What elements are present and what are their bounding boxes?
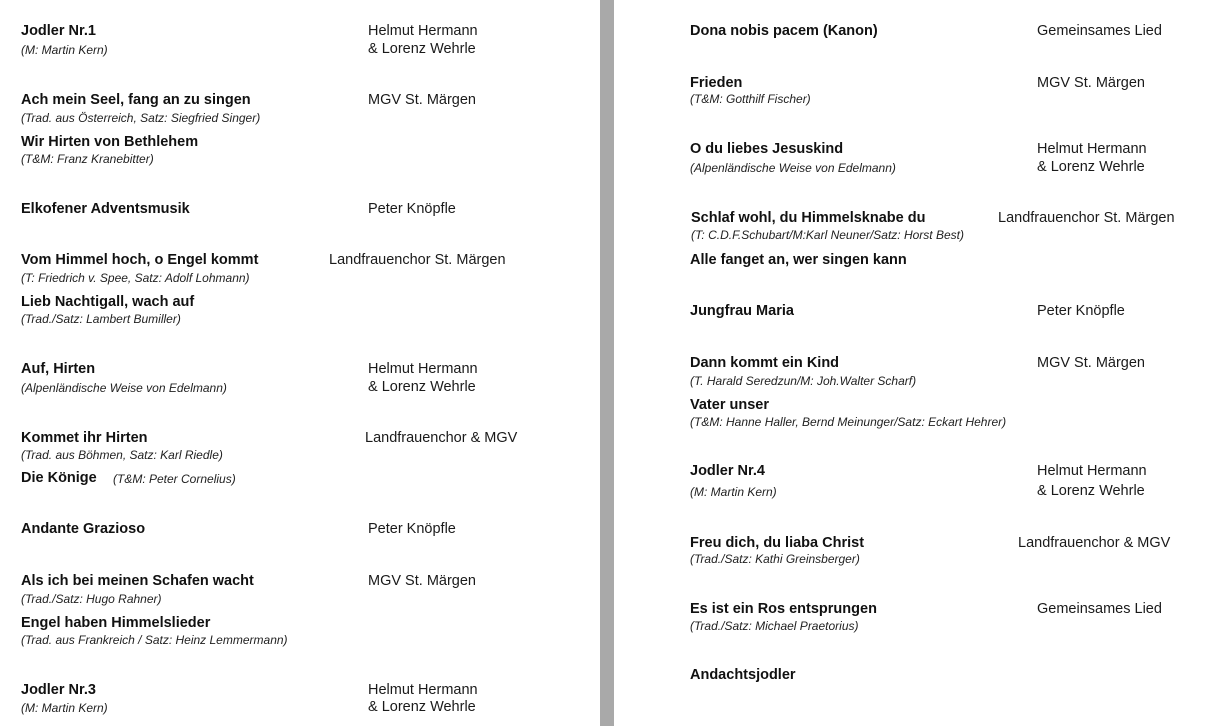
song-credit: (Trad. aus Böhmen, Satz: Karl Riedle) (21, 448, 223, 462)
song-credit: (M: Martin Kern) (21, 701, 108, 715)
song-title: Kommet ihr Hirten (21, 430, 148, 446)
song-title: Engel haben Himmelslieder (21, 615, 211, 631)
performer: & Lorenz Wehrle (368, 41, 476, 57)
song-title: Jodler Nr.3 (21, 682, 96, 698)
song-credit: (T: Friedrich v. Spee, Satz: Adolf Lohmann) (21, 271, 250, 285)
song-title: Alle fanget an, wer singen kann (690, 252, 907, 268)
song-title: Schlaf wohl, du Himmelsknabe du (691, 210, 926, 226)
song-title: Vater unser (690, 397, 769, 413)
song-title: Lieb Nachtigall, wach auf (21, 294, 195, 310)
performer: Landfrauenchor & MGV (365, 430, 518, 446)
performer: Landfrauenchor St. Märgen (329, 252, 506, 268)
performer: Landfrauenchor St. Märgen (998, 210, 1175, 226)
performer: Peter Knöpfle (368, 521, 456, 537)
song-title: Jungfrau Maria (690, 303, 794, 319)
song-credit: (Trad./Satz: Kathi Greinsberger) (690, 552, 860, 566)
performer: Gemeinsames Lied (1037, 601, 1162, 617)
performer: & Lorenz Wehrle (1037, 483, 1145, 499)
performer: Peter Knöpfle (368, 201, 456, 217)
performer: Helmut Hermann (1037, 141, 1147, 157)
song-title: Freu dich, du liaba Christ (690, 535, 865, 551)
left-page (0, 0, 600, 726)
performer: MGV St. Märgen (368, 573, 476, 589)
song-title: Die Könige (21, 470, 97, 486)
song-credit: (Alpenländische Weise von Edelmann) (21, 381, 227, 395)
performer: MGV St. Märgen (368, 92, 476, 108)
song-credit: (Trad. aus Österreich, Satz: Siegfried Singer) (21, 111, 261, 125)
song-title: Andachtsjodler (690, 667, 796, 683)
performer: MGV St. Märgen (1037, 75, 1145, 91)
song-credit: (Trad./Satz: Lambert Bumiller) (21, 312, 181, 326)
song-credit: (T: C.D.F.Schubart/M:Karl Neuner/Satz: Horst Best) (691, 228, 964, 242)
performer: Helmut Hermann (368, 23, 478, 39)
performer: Gemeinsames Lied (1037, 23, 1162, 39)
song-credit: (Alpenländische Weise von Edelmann) (690, 161, 896, 175)
song-credit: (T&M: Franz Kranebitter) (21, 152, 154, 166)
page-divider (600, 0, 614, 726)
performer: & Lorenz Wehrle (368, 699, 476, 715)
song-title: Frieden (690, 75, 743, 91)
song-title: Elkofener Adventsmusik (21, 201, 190, 217)
song-title: O du liebes Jesuskind (690, 141, 844, 157)
song-title: Jodler Nr.1 (21, 23, 96, 39)
song-title: Auf, Hirten (21, 361, 96, 377)
performer: Peter Knöpfle (1037, 303, 1125, 319)
song-title: Jodler Nr.4 (690, 463, 765, 479)
song-title: Vom Himmel hoch, o Engel kommt (21, 252, 259, 268)
song-title: Andante Grazioso (21, 521, 146, 537)
song-credit: (Trad. aus Frankreich / Satz: Heinz Lemmermann) (21, 633, 288, 647)
song-credit: (Trad./Satz: Michael Praetorius) (690, 619, 859, 633)
song-credit: (T&M: Gotthilf Fischer) (690, 92, 811, 106)
performer: Helmut Hermann (368, 361, 478, 377)
song-title: Als ich bei meinen Schafen wacht (21, 573, 254, 589)
song-title: Wir Hirten von Bethlehem (21, 134, 199, 150)
performer: Landfrauenchor & MGV (1018, 535, 1171, 551)
performer: & Lorenz Wehrle (1037, 159, 1145, 175)
performer: Helmut Hermann (1037, 463, 1147, 479)
song-credit: (Trad./Satz: Hugo Rahner) (21, 592, 162, 606)
performer: MGV St. Märgen (1037, 355, 1145, 371)
song-title: Dona nobis pacem (Kanon) (690, 23, 878, 39)
song-title: Es ist ein Ros entsprungen (690, 601, 877, 617)
song-credit: (T. Harald Seredzun/M: Joh.Walter Scharf) (690, 374, 917, 388)
song-credit: (T&M: Peter Cornelius) (113, 472, 236, 486)
performer: Helmut Hermann (368, 682, 478, 698)
performer: & Lorenz Wehrle (368, 379, 476, 395)
song-title: Dann kommt ein Kind (690, 355, 840, 371)
song-credit: (T&M: Hanne Haller, Bernd Meinunger/Satz: Eckart Hehrer) (690, 415, 1007, 429)
song-credit: (M: Martin Kern) (21, 43, 108, 57)
song-credit: (M: Martin Kern) (690, 485, 777, 499)
song-title: Ach mein Seel, fang an zu singen (21, 92, 251, 108)
